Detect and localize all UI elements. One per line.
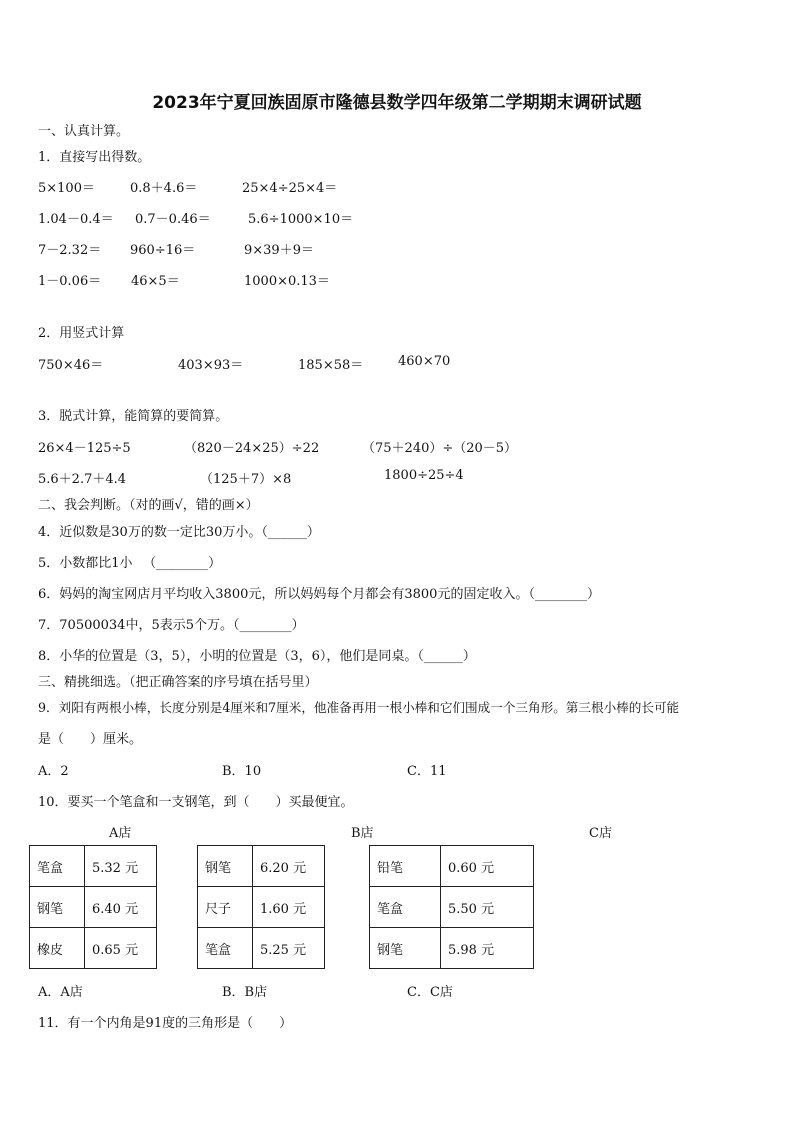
store-a-label: A店 bbox=[109, 826, 132, 841]
question-11-stem: 11．有一个内角是91度的三角形是（ ） bbox=[38, 1016, 293, 1031]
item-name: 尺子 bbox=[198, 887, 253, 928]
question-3-label: 3．脱式计算，能简算的要简算。 bbox=[38, 409, 229, 424]
option-a: A．2 bbox=[38, 764, 69, 779]
step-calc-item: （75＋240）÷（20－5） bbox=[362, 441, 518, 456]
question-9-stem: 9．刘阳有两根小棒，长度分别是4厘米和7厘米，他准备再用一根小棒和它们围成一个三角形。第三根小棒的长可能 bbox=[38, 700, 680, 715]
table-row bbox=[370, 846, 534, 887]
calc-item: 1－0.06＝ bbox=[38, 274, 102, 289]
section-heading-choice: 三、精挑细选。（把正确答案的序号填在括号里） bbox=[38, 675, 318, 690]
store-c-label: C店 bbox=[589, 826, 612, 841]
calc-item: 0.8＋4.6＝ bbox=[130, 181, 198, 196]
item-price: 5.32 元 bbox=[85, 846, 157, 887]
step-calc-item: 1800÷25÷4 bbox=[384, 468, 464, 483]
calc-item: 5.6÷1000×10＝ bbox=[248, 212, 354, 227]
calc-item: 5×100＝ bbox=[38, 181, 95, 196]
store-a-table bbox=[29, 845, 157, 969]
item-price: 5.25 元 bbox=[253, 928, 325, 969]
option-c: C．11 bbox=[407, 764, 447, 779]
table-row bbox=[198, 846, 325, 887]
item-name: 钢笔 bbox=[198, 846, 253, 887]
step-calc-item: 5.6＋2.7＋4.4 bbox=[38, 472, 127, 487]
item-price: 1.60 元 bbox=[253, 887, 325, 928]
item-name: 笔盒 bbox=[30, 846, 85, 887]
item-price: 0.60 元 bbox=[441, 846, 534, 887]
question-9-stem-cont: 是（ ）厘米。 bbox=[38, 732, 143, 747]
item-name: 笔盒 bbox=[370, 887, 441, 928]
table-row bbox=[30, 887, 157, 928]
page-title: 2023年宁夏回族固原市隆德县数学四年级第二学期期末调研试题 bbox=[152, 93, 642, 113]
store-b-table bbox=[197, 845, 325, 969]
judge-question: 8．小华的位置是（3，5），小明的位置是（3，6），他们是同桌。（______） bbox=[38, 649, 476, 664]
item-price: 5.50 元 bbox=[441, 887, 534, 928]
table-row bbox=[370, 887, 534, 928]
judge-question: 7．70500034中，5表示5个万。（________） bbox=[38, 618, 305, 633]
item-price: 6.40 元 bbox=[85, 887, 157, 928]
judge-question: 5．小数都比1小 （________） bbox=[38, 556, 222, 571]
option-c: C．C店 bbox=[407, 985, 453, 1000]
item-price: 5.98 元 bbox=[441, 928, 534, 969]
section-heading-calc: 一、认真计算。 bbox=[38, 124, 130, 139]
vertical-calc-item: 403×93＝ bbox=[178, 358, 244, 373]
calc-item: 7－2.32＝ bbox=[38, 243, 102, 258]
vertical-calc-item: 460×70 bbox=[398, 354, 451, 369]
judge-question: 4．近似数是30万的数一定比30万小。（______） bbox=[38, 525, 320, 540]
table-row bbox=[30, 846, 157, 887]
store-c-table bbox=[369, 845, 534, 969]
table-row bbox=[370, 928, 534, 969]
item-name: 钢笔 bbox=[370, 928, 441, 969]
item-price: 0.65 元 bbox=[85, 928, 157, 969]
item-price: 6.20 元 bbox=[253, 846, 325, 887]
judge-question: 6．妈妈的淘宝网店月平均收入3800元，所以妈妈每个月都会有3800元的固定收入。（________） bbox=[38, 587, 600, 602]
calc-item: 0.7－0.46＝ bbox=[135, 212, 211, 227]
calc-item: 960÷16＝ bbox=[130, 243, 196, 258]
question-1-label: 1．直接写出得数。 bbox=[38, 150, 151, 165]
option-b: B．10 bbox=[222, 764, 262, 779]
question-2-label: 2．用竖式计算 bbox=[38, 326, 125, 341]
table-row bbox=[30, 928, 157, 969]
item-name: 橡皮 bbox=[30, 928, 85, 969]
store-b-label: B店 bbox=[351, 826, 374, 841]
table-row bbox=[198, 928, 325, 969]
calc-item: 1000×0.13＝ bbox=[244, 274, 330, 289]
option-b: B．B店 bbox=[222, 985, 268, 1000]
item-name: 笔盒 bbox=[198, 928, 253, 969]
item-name: 铅笔 bbox=[370, 846, 441, 887]
table-row bbox=[198, 887, 325, 928]
calc-item: 1.04－0.4＝ bbox=[38, 212, 114, 227]
calc-item: 46×5＝ bbox=[131, 274, 180, 289]
item-name: 钢笔 bbox=[30, 887, 85, 928]
step-calc-item: 26×4－125÷5 bbox=[38, 441, 131, 456]
calc-item: 25×4÷25×4＝ bbox=[242, 181, 338, 196]
step-calc-item: （820－24×25）÷22 bbox=[184, 441, 320, 456]
option-a: A．A店 bbox=[38, 985, 83, 1000]
vertical-calc-item: 185×58＝ bbox=[298, 358, 364, 373]
section-heading-judge: 二、我会判断。（对的画√，错的画×） bbox=[38, 498, 259, 513]
calc-item: 9×39＋9＝ bbox=[244, 243, 314, 258]
step-calc-item: （125＋7）×8 bbox=[200, 472, 292, 487]
vertical-calc-item: 750×46＝ bbox=[38, 358, 104, 373]
question-10-stem: 10．要买一个笔盒和一支钢笔，到（ ）买最便宜。 bbox=[38, 795, 354, 810]
